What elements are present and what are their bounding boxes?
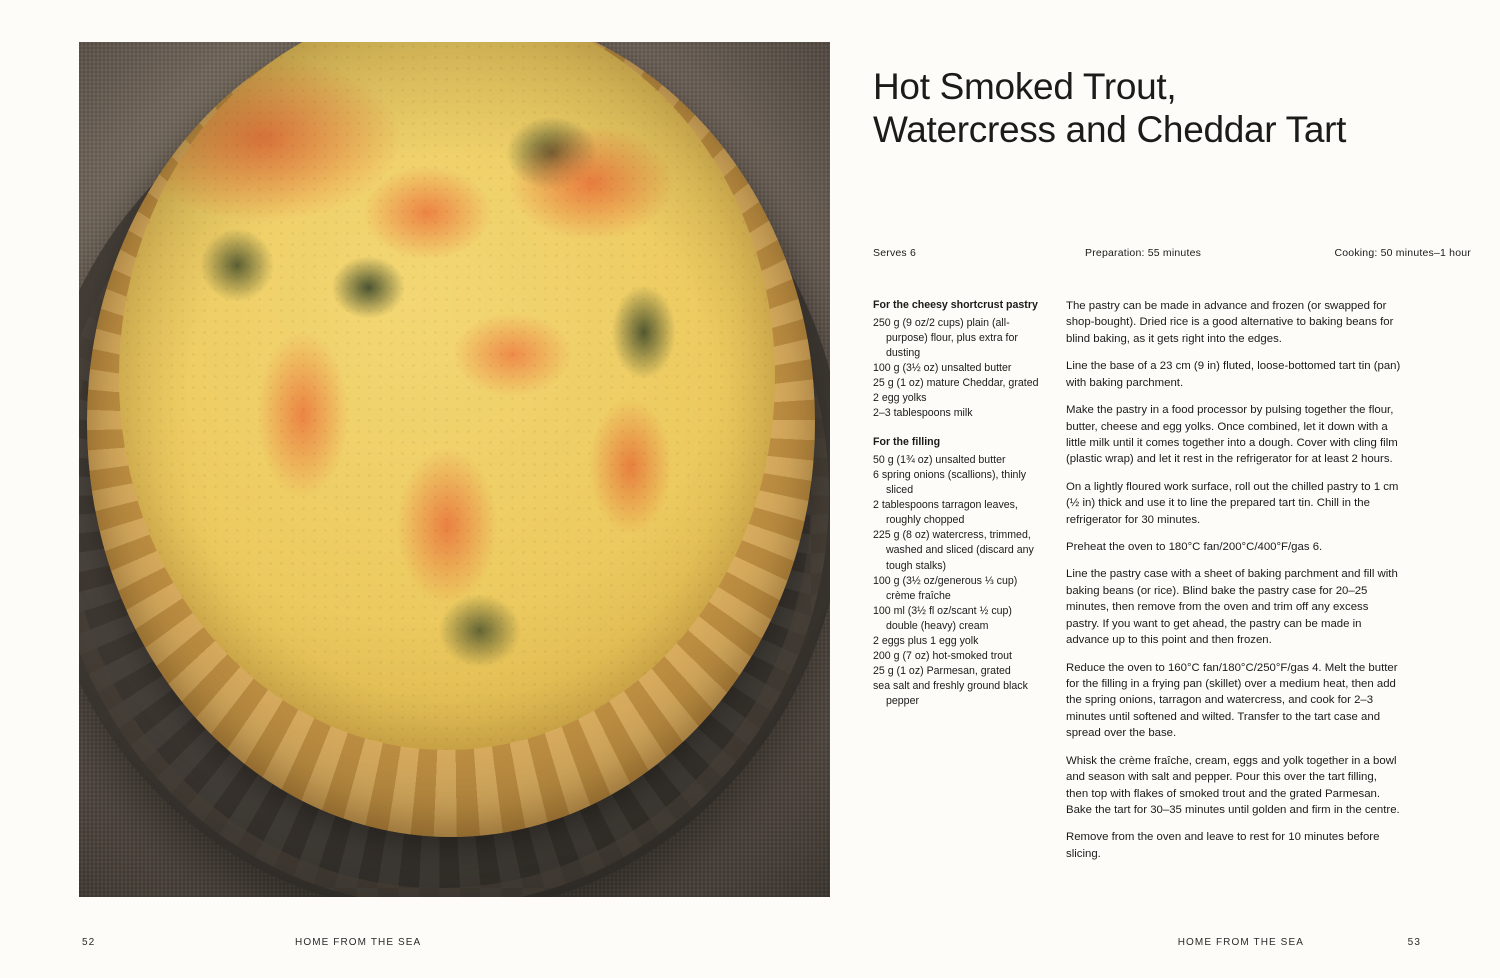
tart-filling [119,42,775,750]
method-column [1066,298,1401,873]
recipe-preparation-time: Preparation: 55 minutes [1085,247,1202,259]
method-paragraph: Whisk the crème fraîche, cream, eggs and yolk together in a bowl and season with salt and pepper. Pour this over the tart filling, then top with flakes of smoked trout and the grated Parmesan. Bake the tart for 30–35 minutes until golden and firm in the centre. [1066,754,1400,816]
ingredient-group-heading: For the cheesy shortcrust pastry [873,299,1038,311]
tart-crust [87,42,815,837]
ingredient-item: 100 g (3½ oz/generous ⅓ cup) crème fraîche [873,574,1018,602]
ingredient-list [873,453,1046,709]
folio-page-number-right: 53 [1407,937,1421,948]
ingredient-item: 100 g (3½ oz) unsalted butter [873,362,1012,375]
method-paragraph: Remove from the oven and leave to rest for 10 minutes before slicing. [1066,831,1380,860]
page-right [855,0,1500,978]
ingredient-item: 50 g (1¾ oz) unsalted butter [873,454,1006,467]
ingredient-item: 25 g (1 oz) mature Cheddar, grated [873,377,1039,390]
method-paragraph: Line the pastry case with a sheet of baking parchment and fill with baking beans (or rice). Blind bake the pastry case for 20–25 minutes, then remove from the oven and trim off any excess pastry. If you want to get ahead, the pastry can be made in advance up to this point and then frozen. [1066,568,1398,647]
ingredient-item: 2 tablespoons tarragon leaves, roughly chopped [873,499,1018,527]
ingredient-group [873,298,1046,421]
tart-texture [119,42,775,750]
ingredient-item: 250 g (9 oz/2 cups) plain (all-purpose) flour, plus extra for dusting [873,317,1018,360]
method-paragraph: On a lightly floured work surface, roll out the chilled pastry to 1 cm (½ in) thick and use it to line the prepared tart tin. Chill in the refrigerator for 30 minutes. [1066,480,1399,526]
recipe-title: Hot Smoked Trout, Watercress and Cheddar Tart [873,65,1347,151]
ingredient-list [873,316,1046,421]
recipe-body [873,298,1471,873]
ingredient-item: 2–3 tablespoons milk [873,407,973,420]
running-head-right: HOME FROM THE SEA [1177,937,1304,948]
method-paragraph: Make the pastry in a food processor by pulsing together the flour, butter, cheese and egg yolks. Once combined, let it down with a little milk until it comes together into a dough. Cover with cling film (plastic wrap) and let it rest in the refrigerator for at least 2 hours. [1066,404,1398,466]
ingredient-item: 225 g (8 oz) watercress, trimmed, washed and sliced (discard any tough stalks) [873,529,1034,572]
ingredient-item: 100 ml (3½ fl oz/scant ½ cup) double (heavy) cream [873,604,1012,632]
method-paragraph: The pastry can be made in advance and frozen (or swapped for shop-bought). Dried rice is a good alternative to baking beans for blind baking, as it gets right into the edges. [1066,300,1394,345]
method-paragraph: Line the base of a 23 cm (9 in) fluted, loose-bottomed tart tin (pan) with baking parchment. [1066,360,1401,389]
ingredient-item: 6 spring onions (scallions), thinly sliced [873,469,1027,497]
recipe-meta [873,247,1471,259]
recipe-serves: Serves 6 [873,247,917,259]
ingredient-item: sea salt and freshly ground black pepper [873,679,1028,707]
method-paragraph: Preheat the oven to 180°C fan/200°C/400°F/gas 6. [1066,541,1323,554]
ingredient-group-heading: For the filling [873,436,941,449]
recipe-cooking-time: Cooking: 50 minutes–1 hour [1334,247,1471,259]
recipe-photo [79,42,830,897]
folio-page-number-left: 52 [82,937,96,948]
ingredient-item: 2 egg yolks [873,392,927,405]
ingredient-item: 200 g (7 oz) hot-smoked trout [873,649,1012,662]
method-paragraph: Reduce the oven to 160°C fan/180°C/250°F/gas 4. Melt the butter for the filling in a frying pan (skillet) over a medium heat, then add the spring onions, tarragon and watercress, and cook for 2–3 minutes until softened and wilted. Transfer to the tart case and spread over the base. [1066,661,1398,740]
ingredient-group [873,435,1046,709]
ingredients-column [873,298,1046,873]
photo-background-cloth [79,42,830,897]
ingredient-item: 2 eggs plus 1 egg yolk [873,634,979,647]
running-head-left: HOME FROM THE SEA [295,937,422,948]
ingredient-item: 25 g (1 oz) Parmesan, grated [873,664,1011,677]
